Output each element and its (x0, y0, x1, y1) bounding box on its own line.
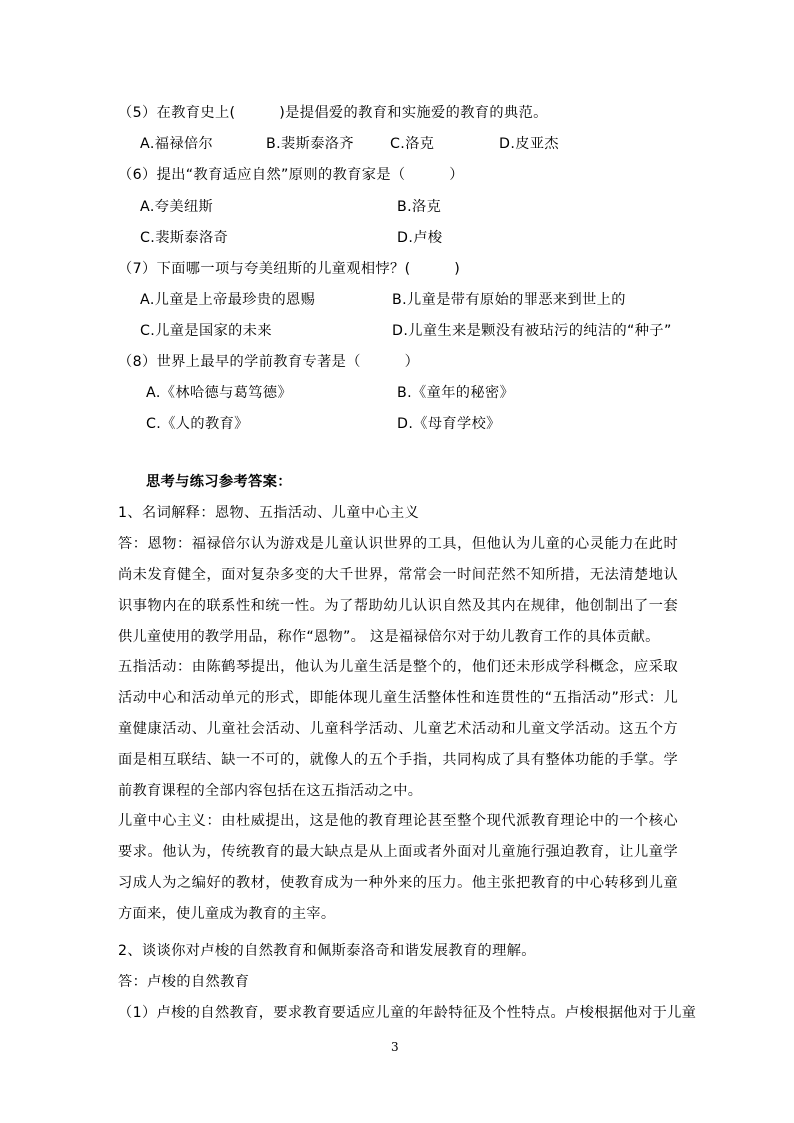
question-7-stem: （7）下面哪一项与夸美纽斯的儿童观相悖？( ) (118, 261, 461, 277)
answer-2-intro: 答：卢梭的自然教育 (118, 974, 250, 990)
q7-option-c: C.儿童是国家的未来 (140, 323, 272, 339)
q7-option-a: A.儿童是上帝最珍贵的恩赐 (140, 292, 316, 308)
q5-option-a: A.福禄倍尔 (140, 136, 214, 152)
q5-option-c: C.洛克 (390, 136, 435, 152)
q8-option-d: D.《母育学校》 (397, 416, 501, 432)
q6-option-b: B.洛克 (397, 199, 442, 215)
q7-option-b: B.儿童是带有原始的罪恶来到世上的 (392, 292, 626, 308)
q8-option-c: C.《人的教育》 (146, 416, 249, 432)
page-number: 3 (391, 1040, 399, 1054)
answer-1-wuzhi-paragraph: 五指活动：由陈鹤琴提出，他认为儿童生活是整个的，他们还未形成学科概念，应采取活动中心和活动单元的形式，即能体现儿童生活整体性和连贯性的“五指活动”形式：儿童健康活动、儿童社会活动、儿童科学活动、儿童艺术活动和儿童文学活动。这五个方面是相互联结、缺一不可的，就像人的五个手指，共同构成了具有整体功能的手掌。学前教育课程的全部内容包括在这五指活动之中。 (118, 659, 678, 799)
q5-option-b: B.裴斯泰洛齐 (266, 136, 354, 152)
answers-heading: 思考与练习参考答案： (146, 474, 292, 490)
q5-option-d: D.皮亚杰 (499, 136, 559, 152)
q6-option-d: D.卢梭 (397, 230, 443, 246)
question-8-stem: （8）世界上最早的学前教育专著是（ ） (118, 354, 420, 370)
q8-option-a: A.《林哈德与葛笃德》 (146, 385, 293, 401)
answer-2-title: 2、谈谈你对卢梭的自然教育和佩斯泰洛奇和谐发展教育的理解。 (118, 943, 536, 959)
q8-option-b: B.《童年的秘密》 (397, 385, 515, 401)
question-5-stem: （5）在教育史上( )是提倡爱的教育和实施爱的教育的典范。 (118, 105, 548, 121)
answer-1-enwu-paragraph: 答：恩物：福禄倍尔认为游戏是儿童认识世界的工具，但他认为儿童的心灵能力在此时尚未发育健全，面对复杂多变的大千世界，常常会一时间茫然不知所措，无法清楚地认识事物内在的联系性和统一性。为了帮助幼儿认识自然及其内在规律，他创制出了一套供儿童使用的教学用品，称作“恩物”。 这是福禄倍尔对于幼儿教育工作的具体贡献。 (118, 536, 678, 645)
answer-2-point-1: （1）卢梭的自然教育，要求教育要适应儿童的年龄特征及个性特点。卢梭根据他对于儿童 (118, 1005, 697, 1021)
q6-option-c: C.裴斯泰洛奇 (140, 230, 229, 246)
answer-1-title: 1、名词解释：恩物、五指活动、儿童中心主义 (118, 505, 420, 521)
q7-option-d: D.儿童生来是颗没有被玷污的纯洁的“种子” (392, 323, 672, 339)
question-6-stem: （6）提出“教育适应自然”原则的教育家是（ ） (118, 167, 464, 183)
q6-option-a: A.夸美纽斯 (140, 199, 214, 215)
answer-1-ertong-paragraph: 儿童中心主义：由杜威提出，这是他的教育理论甚至整个现代派教育理论中的一个核心要求。他认为，传统教育的最大缺点是从上面或者外面对儿童施行强迫教育，让儿童学习成人为之编好的教材，使教育成为一种外来的压力。他主张把教育的中心转移到儿童方面来，使儿童成为教育的主宰。 (118, 813, 678, 922)
